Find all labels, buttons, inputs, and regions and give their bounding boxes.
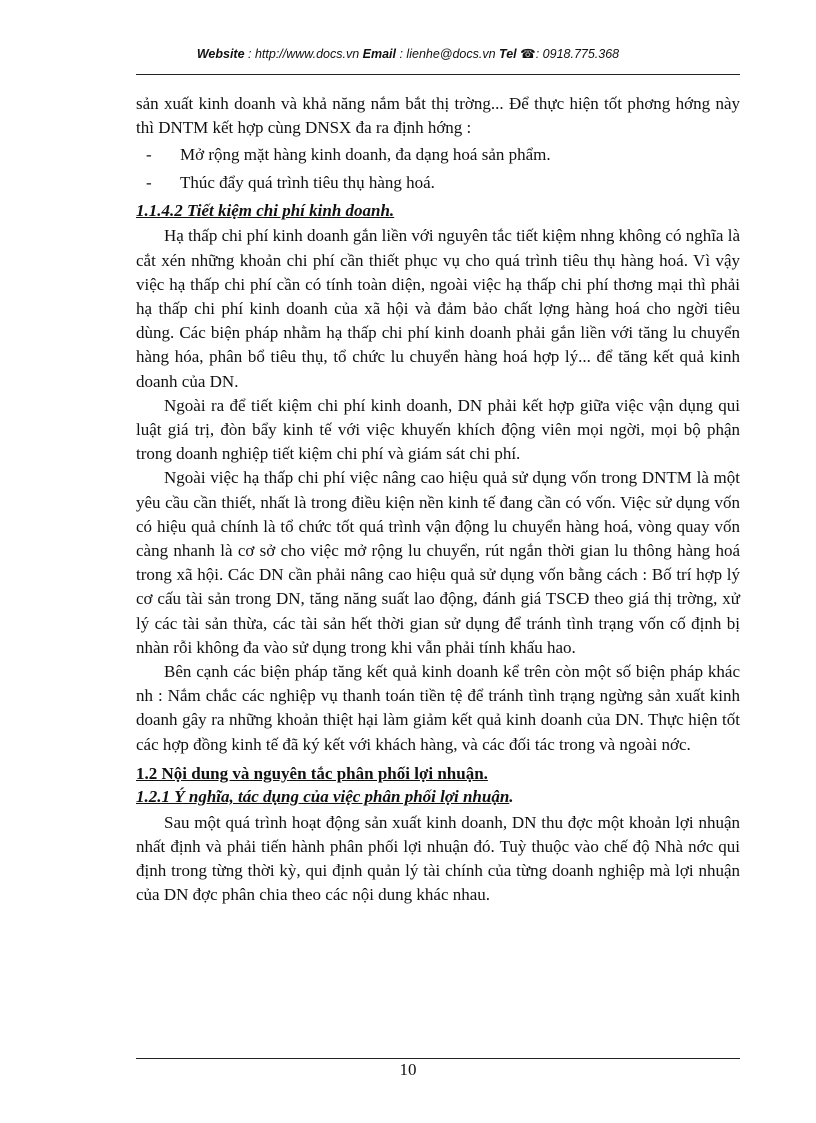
email-value: : lienhe@docs.vn (396, 47, 500, 61)
email-label: Email (362, 47, 397, 61)
page-number: 10 (399, 1060, 417, 1079)
bullet-text: Thúc đẩy quá trình tiêu thụ hàng hoá. (180, 173, 435, 193)
bullet-text: Mở rộng mặt hàng kinh doanh, đa dạng hoá sản phẩm. (180, 145, 551, 165)
website-value: : http://www.docs.vn (244, 47, 363, 61)
paragraph-5: Bên cạnh các biện pháp tăng kết quả kinh doanh kể trên còn một số biện pháp khác nh : Nắm chắc các nghiệp vụ thanh toán tiền tệ để tránh tình trạng ngừng sản xuất kinh doanh gây ra những khoản thiệt hại làm giảm kết quả kinh doanh của DN. Thực hiện tốt các hợp đồng kinh tế đã ký kết với khách hàng, và các đối tác trong và ngoài nớc. (136, 662, 740, 754)
website-label: Website (196, 47, 245, 61)
bullet-marker: - (146, 173, 152, 193)
page-content (136, 92, 740, 908)
tel-label: Tel (499, 47, 517, 61)
paragraph-4: Ngoài việc hạ thấp chi phí việc nâng cao hiệu quả sử dụng vốn trong DNTM là một yêu cầu cần thiết, nhất là trong điều kiện nền kinh tế đang cần có vốn. Việc sử dụng vốn có hiệu quả chính là tổ chức tốt quá trình vận động lu chuyển hàng hoá, vòng quay vốn càng nhanh là cơ sở cho việc mở rộng lu chuyển, rút ngắn thời gian lu thông hàng hoá trong xã hội. Các DN cần phải nâng cao hiệu quả sử dụng vốn bằng cách : Bố trí hợp lý cơ cấu tài sản trong DN, tăng năng suất lao động, đánh giá TSCĐ theo giá thị trờng, xử lý các tài sản thừa, các tài sản hết thời gian sử dụng để tránh tình trạng vốn cố định bị nhàn rỗi không đa vào sử dụng trong khi vẫn phải tính khấu hao. (136, 468, 740, 657)
paragraph-3: Ngoài ra để tiết kiệm chi phí kinh doanh, DN phải kết hợp giữa việc vận dụng qui luật giá trị, đòn bẩy kinh tế với việc khuyến khích động viên mọi ngời, mọi bộ phận trong doanh nghiệp tiết kiệm chi phí và giám sát chi phí. (136, 395, 740, 464)
bullet-item-1 (136, 142, 740, 168)
heading-1-2: 1.2 Nội dung và nguyên tắc phân phối lợi nhuận. (136, 763, 488, 783)
paragraph-1: sản xuất kinh doanh và khả năng nắm bắt thị trờng... Để thực hiện tốt phơng hớng này thì DNTM kết hợp cùng DNSX đa ra định hớng : (136, 94, 740, 138)
bullet-item-2 (136, 170, 740, 196)
footer-divider (136, 1058, 740, 1059)
heading-1-1-4-2: 1.1.4.2 Tiết kiệm chi phí kinh doanh. (136, 201, 395, 221)
heading-1-2-1-text: 1.2.1 Ý nghĩa, tác dụng của việc phân phối lợi nhuận (136, 786, 510, 806)
heading-1-2-1-tail: . (509, 786, 514, 806)
paragraph-6: Sau một quá trình hoạt động sản xuất kinh doanh, DN thu đợc một khoản lợi nhuận nhất định và phải tiến hành phân phối lợi nhuận đó. Tuỳ thuộc vào chế độ Nhà nớc qui định trong từng thời kỳ, qui định quản lý tài chính của từng doanh nghiệp mà lợi nhuận của DN đợc phân chia theo các nội dung khác nhau. (136, 812, 740, 905)
page-header (0, 46, 816, 61)
phone-icon: ☎ (520, 47, 536, 61)
header-divider (136, 74, 740, 75)
heading-1-2-1 (136, 785, 740, 809)
paragraph-2: Hạ thấp chi phí kinh doanh gắn liền với nguyên tắc tiết kiệm nhng không có nghĩa là cắt xén những khoản chi phí cần thiết phục vụ cho quá trình tiêu thụ hàng hoá. Vì vậy việc hạ thấp chi phí cần có tính toàn diện, ngoài việc hạ thấp chi phí thơng mại thì phải hạ thấp chi phí kinh doanh của xã hội và đảm bảo chất lợng hàng hoá cho ngời tiêu dùng. Các biện pháp nhằm hạ thấp chi phí kinh doanh phải gắn liền với tăng lu chuyển hàng hóa, phân bổ tiêu thụ, tổ chức lu chuyển hàng hoá hợp lý... để tăng kết quả kinh doanh của DN. (136, 226, 740, 391)
tel-value: : 0918.775.368 (535, 47, 620, 61)
bullet-marker: - (146, 145, 152, 165)
